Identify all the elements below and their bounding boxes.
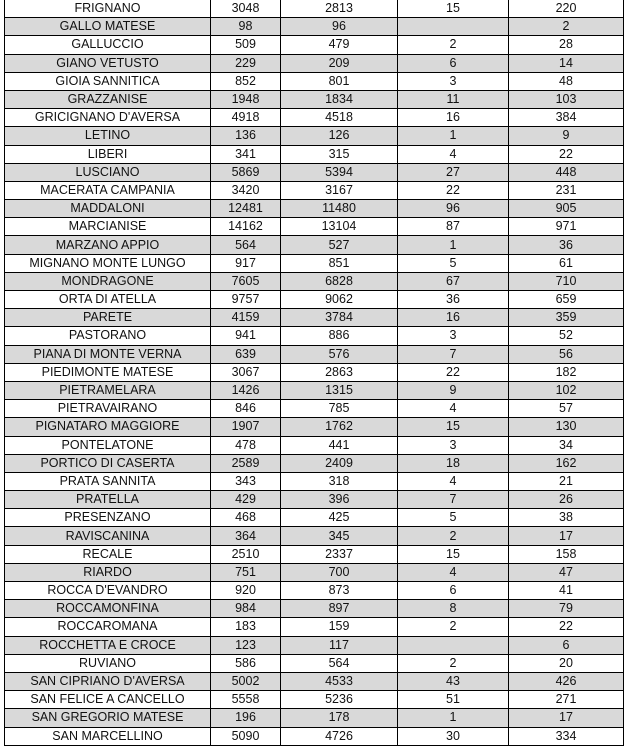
value-cell-1: 229 (211, 54, 281, 72)
table-row (5, 436, 624, 454)
table-body (5, 0, 624, 745)
table-row (5, 236, 624, 254)
value-cell-3 (398, 18, 509, 36)
comune-cell: PASTORANO (5, 327, 211, 345)
value-cell-4: 38 (509, 509, 624, 527)
comune-cell: PIETRAVAIRANO (5, 400, 211, 418)
value-cell-4: 41 (509, 582, 624, 600)
value-cell-1: 364 (211, 527, 281, 545)
value-cell-3: 96 (398, 200, 509, 218)
comune-cell: PRATELLA (5, 491, 211, 509)
value-cell-2: 13104 (281, 218, 398, 236)
value-cell-3: 2 (398, 618, 509, 636)
value-cell-3: 5 (398, 254, 509, 272)
table-row (5, 127, 624, 145)
value-cell-4: 426 (509, 672, 624, 690)
value-cell-4: 231 (509, 181, 624, 199)
value-cell-4: 79 (509, 600, 624, 618)
value-cell-3: 18 (398, 454, 509, 472)
comune-cell: ROCCAMONFINA (5, 600, 211, 618)
value-cell-1: 478 (211, 436, 281, 454)
table-row (5, 309, 624, 327)
comune-cell: GIANO VETUSTO (5, 54, 211, 72)
value-cell-4: 17 (509, 527, 624, 545)
comune-cell: PRATA SANNITA (5, 472, 211, 490)
value-cell-4: 34 (509, 436, 624, 454)
value-cell-3: 51 (398, 691, 509, 709)
value-cell-3: 2 (398, 654, 509, 672)
value-cell-4: 28 (509, 36, 624, 54)
value-cell-1: 136 (211, 127, 281, 145)
value-cell-2: 700 (281, 563, 398, 581)
value-cell-1: 341 (211, 145, 281, 163)
comune-cell: SAN CIPRIANO D'AVERSA (5, 672, 211, 690)
comune-cell: PIEDIMONTE MATESE (5, 363, 211, 381)
table-row (5, 672, 624, 690)
value-cell-2: 11480 (281, 200, 398, 218)
comune-cell: FRIGNANO (5, 0, 211, 18)
value-cell-3: 6 (398, 582, 509, 600)
value-cell-4: 47 (509, 563, 624, 581)
comune-cell: MARZANO APPIO (5, 236, 211, 254)
table-row (5, 400, 624, 418)
comune-cell: GRAZZANISE (5, 90, 211, 108)
comune-cell: PARETE (5, 309, 211, 327)
table-row (5, 345, 624, 363)
value-cell-3: 4 (398, 145, 509, 163)
value-cell-4: 57 (509, 400, 624, 418)
table-row (5, 454, 624, 472)
value-cell-3: 11 (398, 90, 509, 108)
table-row (5, 0, 624, 18)
value-cell-1: 4159 (211, 309, 281, 327)
table-row (5, 618, 624, 636)
value-cell-1: 3067 (211, 363, 281, 381)
comune-cell: RAVISCANINA (5, 527, 211, 545)
table-row (5, 218, 624, 236)
value-cell-2: 178 (281, 709, 398, 727)
value-cell-3: 3 (398, 436, 509, 454)
value-cell-2: 96 (281, 18, 398, 36)
value-cell-2: 441 (281, 436, 398, 454)
table-row (5, 18, 624, 36)
value-cell-4: 659 (509, 291, 624, 309)
comune-cell: ROCCA D'EVANDRO (5, 582, 211, 600)
value-cell-4: 26 (509, 491, 624, 509)
value-cell-4: 36 (509, 236, 624, 254)
table-row (5, 527, 624, 545)
comune-cell: PRESENZANO (5, 509, 211, 527)
value-cell-3: 9 (398, 381, 509, 399)
comune-cell: MIGNANO MONTE LUNGO (5, 254, 211, 272)
value-cell-4: 710 (509, 272, 624, 290)
value-cell-1: 2589 (211, 454, 281, 472)
value-cell-2: 897 (281, 600, 398, 618)
value-cell-3: 3 (398, 327, 509, 345)
value-cell-2: 5394 (281, 163, 398, 181)
value-cell-1: 984 (211, 600, 281, 618)
comune-cell: GIOIA SANNITICA (5, 72, 211, 90)
table-row (5, 654, 624, 672)
value-cell-1: 1948 (211, 90, 281, 108)
value-cell-1: 509 (211, 36, 281, 54)
value-cell-4: 2 (509, 18, 624, 36)
value-cell-1: 7605 (211, 272, 281, 290)
value-cell-4: 22 (509, 145, 624, 163)
value-cell-1: 5558 (211, 691, 281, 709)
value-cell-4: 9 (509, 127, 624, 145)
value-cell-3: 1 (398, 236, 509, 254)
value-cell-4: 20 (509, 654, 624, 672)
comune-cell: RUVIANO (5, 654, 211, 672)
comune-cell: RECALE (5, 545, 211, 563)
value-cell-1: 4918 (211, 109, 281, 127)
table-row (5, 200, 624, 218)
value-cell-3: 27 (398, 163, 509, 181)
comune-cell: GALLUCCIO (5, 36, 211, 54)
value-cell-4: 448 (509, 163, 624, 181)
table-row (5, 600, 624, 618)
comune-cell: SAN FELICE A CANCELLO (5, 691, 211, 709)
comune-cell: PIETRAMELARA (5, 381, 211, 399)
value-cell-4: 158 (509, 545, 624, 563)
value-cell-2: 2409 (281, 454, 398, 472)
value-cell-4: 384 (509, 109, 624, 127)
value-cell-3: 15 (398, 0, 509, 18)
value-cell-4: 971 (509, 218, 624, 236)
value-cell-3: 15 (398, 545, 509, 563)
table-row (5, 327, 624, 345)
value-cell-1: 9757 (211, 291, 281, 309)
value-cell-2: 3167 (281, 181, 398, 199)
value-cell-1: 343 (211, 472, 281, 490)
comune-cell: PIANA DI MONTE VERNA (5, 345, 211, 363)
value-cell-3: 87 (398, 218, 509, 236)
value-cell-2: 873 (281, 582, 398, 600)
table-row (5, 90, 624, 108)
value-cell-1: 183 (211, 618, 281, 636)
value-cell-3: 5 (398, 509, 509, 527)
value-cell-3: 3 (398, 72, 509, 90)
table-row (5, 272, 624, 290)
value-cell-1: 5090 (211, 727, 281, 745)
value-cell-2: 1834 (281, 90, 398, 108)
value-cell-4: 6 (509, 636, 624, 654)
value-cell-1: 429 (211, 491, 281, 509)
value-cell-4: 102 (509, 381, 624, 399)
value-cell-3: 2 (398, 527, 509, 545)
value-cell-3: 4 (398, 563, 509, 581)
value-cell-1: 2510 (211, 545, 281, 563)
value-cell-3: 7 (398, 345, 509, 363)
value-cell-1: 639 (211, 345, 281, 363)
value-cell-1: 1907 (211, 418, 281, 436)
table-row (5, 472, 624, 490)
value-cell-4: 334 (509, 727, 624, 745)
value-cell-4: 48 (509, 72, 624, 90)
value-cell-3: 4 (398, 472, 509, 490)
value-cell-3: 43 (398, 672, 509, 690)
value-cell-2: 801 (281, 72, 398, 90)
data-table (4, 0, 624, 746)
value-cell-2: 527 (281, 236, 398, 254)
value-cell-2: 4533 (281, 672, 398, 690)
comune-cell: ROCCAROMANA (5, 618, 211, 636)
table-row (5, 545, 624, 563)
comune-cell: ORTA DI ATELLA (5, 291, 211, 309)
value-cell-2: 396 (281, 491, 398, 509)
comune-cell: GALLO MATESE (5, 18, 211, 36)
value-cell-2: 209 (281, 54, 398, 72)
value-cell-4: 61 (509, 254, 624, 272)
value-cell-2: 576 (281, 345, 398, 363)
table-row (5, 36, 624, 54)
table-row (5, 636, 624, 654)
table-row (5, 563, 624, 581)
value-cell-2: 785 (281, 400, 398, 418)
value-cell-3: 30 (398, 727, 509, 745)
value-cell-4: 271 (509, 691, 624, 709)
value-cell-1: 14162 (211, 218, 281, 236)
table-row (5, 709, 624, 727)
value-cell-1: 564 (211, 236, 281, 254)
value-cell-4: 162 (509, 454, 624, 472)
value-cell-2: 9062 (281, 291, 398, 309)
comune-cell: PONTELATONE (5, 436, 211, 454)
comune-cell: SAN GREGORIO MATESE (5, 709, 211, 727)
value-cell-3: 4 (398, 400, 509, 418)
table-row (5, 381, 624, 399)
value-cell-4: 130 (509, 418, 624, 436)
comune-cell: MADDALONI (5, 200, 211, 218)
value-cell-1: 920 (211, 582, 281, 600)
comune-cell: ROCCHETTA E CROCE (5, 636, 211, 654)
comune-cell: MONDRAGONE (5, 272, 211, 290)
comune-cell: LUSCIANO (5, 163, 211, 181)
table-row (5, 181, 624, 199)
value-cell-1: 5869 (211, 163, 281, 181)
comune-cell: RIARDO (5, 563, 211, 581)
table-row (5, 418, 624, 436)
value-cell-4: 220 (509, 0, 624, 18)
value-cell-2: 1762 (281, 418, 398, 436)
value-cell-3: 22 (398, 181, 509, 199)
value-cell-2: 2813 (281, 0, 398, 18)
table-row (5, 691, 624, 709)
value-cell-2: 564 (281, 654, 398, 672)
value-cell-4: 21 (509, 472, 624, 490)
table-row (5, 509, 624, 527)
value-cell-2: 345 (281, 527, 398, 545)
value-cell-1: 5002 (211, 672, 281, 690)
value-cell-3: 36 (398, 291, 509, 309)
value-cell-1: 1426 (211, 381, 281, 399)
value-cell-3: 8 (398, 600, 509, 618)
table-row (5, 254, 624, 272)
comune-cell: PIGNATARO MAGGIORE (5, 418, 211, 436)
value-cell-4: 182 (509, 363, 624, 381)
value-cell-2: 1315 (281, 381, 398, 399)
value-cell-1: 751 (211, 563, 281, 581)
value-cell-1: 3048 (211, 0, 281, 18)
value-cell-2: 886 (281, 327, 398, 345)
value-cell-1: 852 (211, 72, 281, 90)
value-cell-2: 318 (281, 472, 398, 490)
value-cell-2: 479 (281, 36, 398, 54)
value-cell-2: 4518 (281, 109, 398, 127)
value-cell-2: 2863 (281, 363, 398, 381)
table-row (5, 363, 624, 381)
value-cell-4: 14 (509, 54, 624, 72)
value-cell-4: 56 (509, 345, 624, 363)
value-cell-1: 12481 (211, 200, 281, 218)
table-row (5, 582, 624, 600)
comune-cell: SAN MARCELLINO (5, 727, 211, 745)
value-cell-4: 52 (509, 327, 624, 345)
value-cell-2: 3784 (281, 309, 398, 327)
value-cell-3: 2 (398, 36, 509, 54)
value-cell-3: 16 (398, 309, 509, 327)
value-cell-3: 7 (398, 491, 509, 509)
value-cell-2: 425 (281, 509, 398, 527)
value-cell-4: 359 (509, 309, 624, 327)
value-cell-2: 315 (281, 145, 398, 163)
value-cell-3: 6 (398, 54, 509, 72)
table-row (5, 291, 624, 309)
value-cell-4: 22 (509, 618, 624, 636)
comune-cell: MACERATA CAMPANIA (5, 181, 211, 199)
value-cell-2: 2337 (281, 545, 398, 563)
value-cell-2: 4726 (281, 727, 398, 745)
table-row (5, 72, 624, 90)
value-cell-1: 941 (211, 327, 281, 345)
value-cell-1: 586 (211, 654, 281, 672)
value-cell-2: 117 (281, 636, 398, 654)
value-cell-2: 5236 (281, 691, 398, 709)
value-cell-3: 67 (398, 272, 509, 290)
value-cell-1: 196 (211, 709, 281, 727)
table-row (5, 491, 624, 509)
value-cell-2: 126 (281, 127, 398, 145)
value-cell-3: 1 (398, 127, 509, 145)
comune-cell: LETINO (5, 127, 211, 145)
value-cell-3: 22 (398, 363, 509, 381)
value-cell-1: 98 (211, 18, 281, 36)
value-cell-1: 468 (211, 509, 281, 527)
value-cell-1: 917 (211, 254, 281, 272)
value-cell-3: 16 (398, 109, 509, 127)
value-cell-1: 3420 (211, 181, 281, 199)
comune-cell: PORTICO DI CASERTA (5, 454, 211, 472)
value-cell-2: 6828 (281, 272, 398, 290)
value-cell-4: 17 (509, 709, 624, 727)
value-cell-3: 1 (398, 709, 509, 727)
table-row (5, 145, 624, 163)
table-row (5, 109, 624, 127)
value-cell-4: 103 (509, 90, 624, 108)
value-cell-4: 905 (509, 200, 624, 218)
comune-cell: MARCIANISE (5, 218, 211, 236)
comune-cell: LIBERI (5, 145, 211, 163)
value-cell-2: 851 (281, 254, 398, 272)
value-cell-1: 846 (211, 400, 281, 418)
value-cell-2: 159 (281, 618, 398, 636)
value-cell-3 (398, 636, 509, 654)
table-row (5, 163, 624, 181)
table-row (5, 54, 624, 72)
comune-cell: GRICIGNANO D'AVERSA (5, 109, 211, 127)
table-row (5, 727, 624, 745)
value-cell-3: 15 (398, 418, 509, 436)
value-cell-1: 123 (211, 636, 281, 654)
